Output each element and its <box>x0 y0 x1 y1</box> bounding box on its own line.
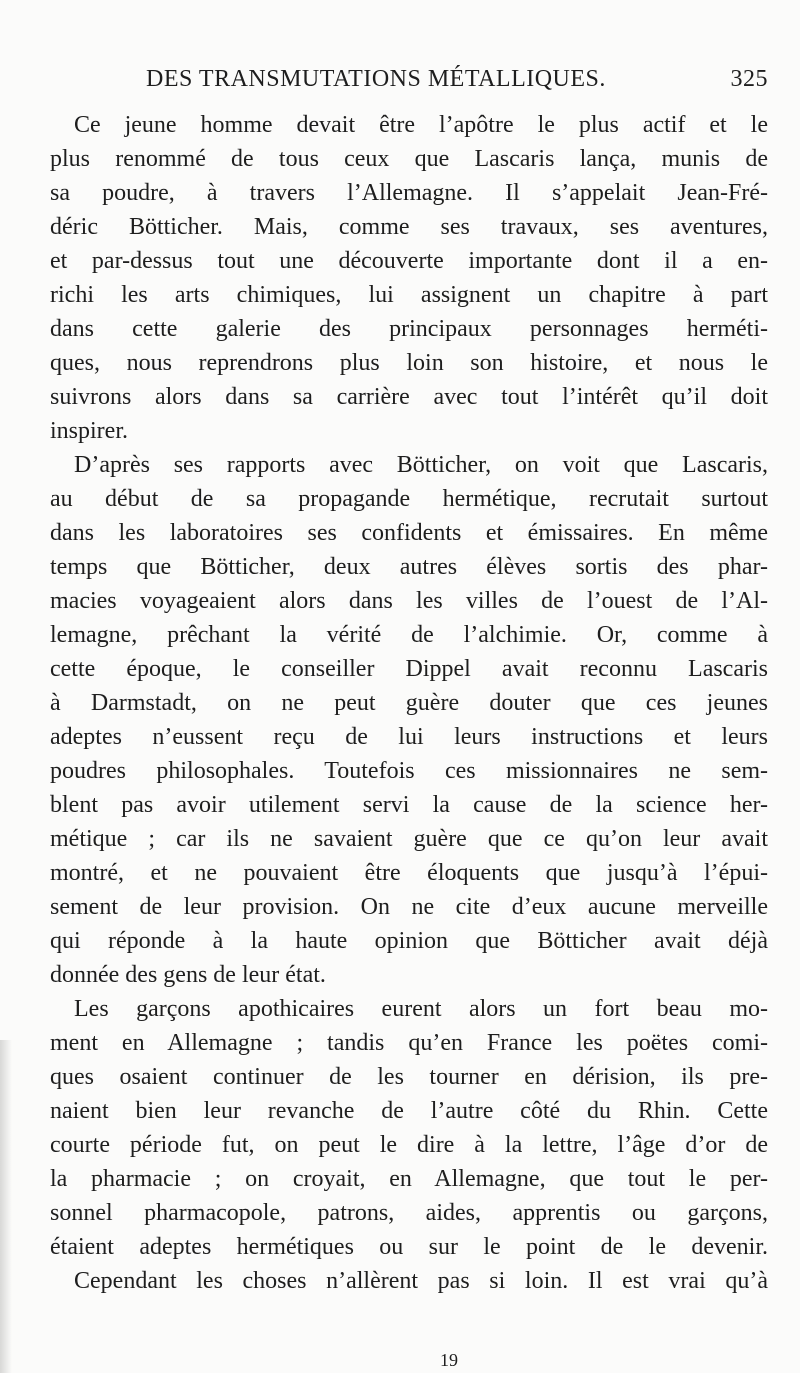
text-line: sa poudre, à travers l’Allemagne. Il s’appelait Jean-Fré- <box>50 180 768 206</box>
text-line: dans les laboratoires ses confidents et émissaires. En même <box>50 520 768 546</box>
text-line: métique ; car ils ne savaient guère que ce qu’on leur avait <box>50 826 768 852</box>
text-line: macies voyageaient alors dans les villes de l’ouest de l’Al- <box>50 588 768 614</box>
text-line: lemagne, prêchant la vérité de l’alchimie. Or, comme à <box>50 622 768 648</box>
text-line: courte période fut, on peut le dire à la lettre, l’âge d’or de <box>50 1132 768 1158</box>
text-line: suivrons alors dans sa carrière avec tout l’intérêt qu’il doit <box>50 384 768 410</box>
signature-mark: 19 <box>440 1350 458 1370</box>
text-line: sement de leur provision. On ne cite d’eux aucune merveille <box>50 894 768 920</box>
text-line: étaient adeptes hermétiques ou sur le point de le devenir. <box>50 1234 768 1260</box>
text-line: adeptes n’eussent reçu de lui leurs instructions et leurs <box>50 724 768 750</box>
body-text <box>50 108 768 1298</box>
text-line: au début de sa propagande hermétique, recrutait surtout <box>50 486 768 512</box>
text-line: à Darmstadt, on ne peut guère douter que ces jeunes <box>50 690 768 716</box>
text-line: donnée des gens de leur état. <box>50 962 326 988</box>
text-line: sonnel pharmacopole, patrons, aides, apprentis ou garçons, <box>50 1200 768 1226</box>
text-line: Les garçons apothicaires eurent alors un fort beau mo- <box>74 996 768 1022</box>
running-title: DES TRANSMUTATIONS MÉTALLIQUES. <box>146 66 606 92</box>
text-line: cette époque, le conseiller Dippel avait reconnu Lascaris <box>50 656 768 682</box>
page-edge-shadow <box>0 1040 12 1373</box>
page-number: 325 <box>730 66 768 92</box>
text-line: Ce jeune homme devait être l’apôtre le plus actif et le <box>74 112 768 138</box>
text-line: richi les arts chimiques, lui assignent un chapitre à part <box>50 282 768 308</box>
text-line: poudres philosophales. Toutefois ces missionnaires ne sem- <box>50 758 768 784</box>
text-line: plus renommé de tous ceux que Lascaris lança, munis de <box>50 146 768 172</box>
text-line: Cependant les choses n’allèrent pas si loin. Il est vrai qu’à <box>74 1268 768 1294</box>
text-line: ment en Allemagne ; tandis qu’en France les poëtes comi- <box>50 1030 768 1056</box>
text-line: et par-dessus tout une découverte importante dont il a en- <box>50 248 768 274</box>
text-line: déric Bötticher. Mais, comme ses travaux, ses aventures, <box>50 214 768 240</box>
text-line: temps que Bötticher, deux autres élèves sortis des phar- <box>50 554 768 580</box>
text-line: inspirer. <box>50 418 128 444</box>
text-line: blent pas avoir utilement servi la cause de la science her- <box>50 792 768 818</box>
page-header <box>100 62 768 96</box>
text-line: la pharmacie ; on croyait, en Allemagne, que tout le per- <box>50 1166 768 1192</box>
text-line: montré, et ne pouvaient être éloquents que jusqu’à l’épui- <box>50 860 768 886</box>
text-line: ques, nous reprendrons plus loin son histoire, et nous le <box>50 350 768 376</box>
text-line: ques osaient continuer de les tourner en dérision, ils pre- <box>50 1064 768 1090</box>
text-line: D’après ses rapports avec Bötticher, on voit que Lascaris, <box>74 452 768 478</box>
text-line: qui réponde à la haute opinion que Bötticher avait déjà <box>50 928 768 954</box>
text-line: naient bien leur revanche de l’autre côté du Rhin. Cette <box>50 1098 768 1124</box>
text-line: dans cette galerie des principaux personnages herméti- <box>50 316 768 342</box>
